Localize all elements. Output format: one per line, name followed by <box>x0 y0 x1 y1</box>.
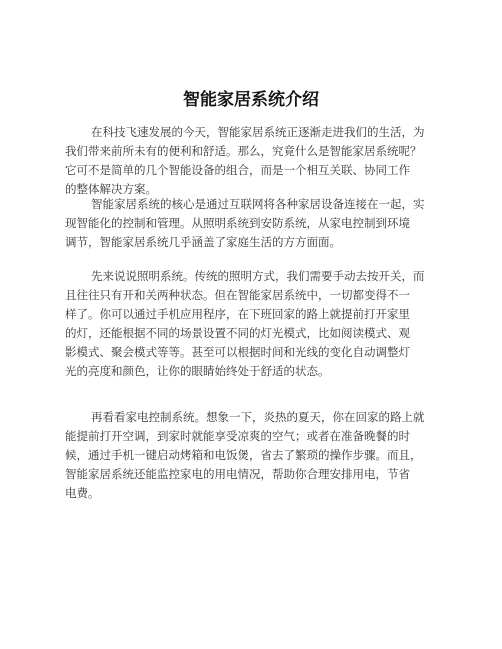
paragraph-line: 影模式、聚会模式等等。甚至可以根据时间和光线的变化自动调整灯 <box>65 345 410 359</box>
paragraph-intro <box>65 123 445 199</box>
paragraph-line: 光的亮度和颜色，让你的眼睛始终处于舒适的状态。 <box>65 364 330 378</box>
paragraph-line: 在科技飞速发展的今天，智能家居系统正逐渐走进我们的生活，为 <box>91 125 425 139</box>
paragraph-line: 的灯，还能根据不同的场景设置不同的灯光模式，比如阅读模式、观 <box>65 326 410 340</box>
paragraph-appliances <box>65 408 445 503</box>
paragraph-line: 能提前打开空调，到家时就能享受凉爽的空气；或者在准备晚餐的时 <box>65 429 410 443</box>
paragraph-line: 样了。你可以通过手机应用程序，在下班回家的路上就提前打开家里 <box>65 307 410 321</box>
paragraph-line: 现智能化的控制和管理。从照明系统到安防系统，从家电控制到环境 <box>65 216 410 230</box>
paragraph-line: 我们带来前所未有的便利和舒适。那么，究竟什么是智能家居系统呢？ <box>65 144 422 158</box>
paragraph-lighting <box>65 267 445 381</box>
paragraph-line: 它可不是简单的几个智能设备的组合，而是一个相互关联、协同工作 <box>65 163 410 177</box>
paragraph-core <box>65 195 445 252</box>
paragraph-line: 调节，智能家居系统几乎涵盖了家庭生活的方方面面。 <box>65 235 341 249</box>
paragraph-line: 的整体解决方案。 <box>65 182 157 196</box>
paragraph-line: 智能家居系统的核心是通过互联网将各种家居设备连接在一起，实 <box>91 197 425 211</box>
paragraph-line: 再看看家电控制系统。想象一下，炎热的夏天，你在回家的路上就 <box>91 410 425 424</box>
paragraph-line: 先来说说照明系统。传统的照明方式，我们需要手动去按开关，而 <box>91 269 425 283</box>
paragraph-line: 智能家居系统还能监控家电的用电情况，帮助你合理安排用电，节省 <box>65 467 410 481</box>
paragraph-line: 候，通过手机一键启动烤箱和电饭煲，省去了繁琐的操作步骤。而且， <box>65 448 422 462</box>
document-title: 智能家居系统介绍 <box>183 90 319 110</box>
paragraph-line: 且往往只有开和关两种状态。但在智能家居系统中，一切都变得不一 <box>65 288 410 302</box>
paragraph-line: 电费。 <box>65 486 100 500</box>
